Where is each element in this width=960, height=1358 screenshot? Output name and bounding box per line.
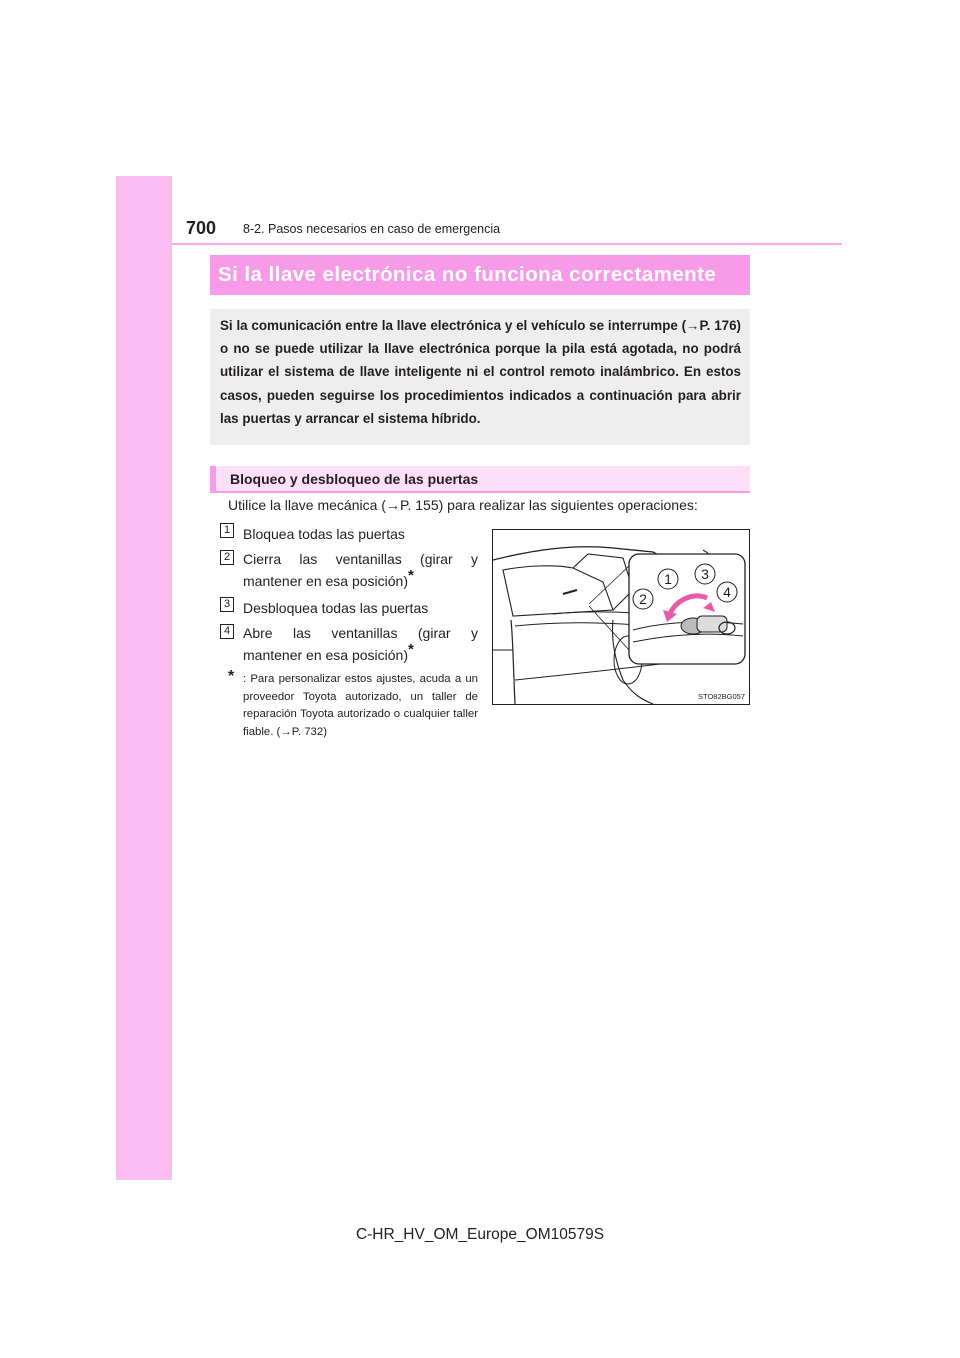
step-2-line2: mantener en esa posición)* — [243, 567, 414, 589]
step-4-footnote-marker: * — [408, 641, 414, 658]
usage-instruction: Utilice la llave mecánica (→P. 155) para realizar las siguientes operaciones: — [228, 497, 698, 513]
door-key-illustration — [492, 529, 750, 705]
subsection-heading — [210, 466, 750, 493]
step-3-text: Desbloquea todas las puertas — [243, 600, 429, 616]
footnote-text: : Para personalizar estos ajustes, acuda a un proveedor Toyota autorizado, un taller de reparación Toyota autorizado o cualquier taller fiable. (→P. 732) — [243, 673, 478, 738]
step-2-line1: Cierra las ventanillas (girar y — [243, 551, 478, 567]
subsection-title: Bloqueo y desbloqueo de las puertas — [230, 470, 479, 487]
header-divider — [172, 243, 842, 245]
section-title: Si la llave electrónica no funciona correctamente — [218, 263, 717, 286]
figure-code: STO82BG057 — [698, 692, 745, 701]
chapter-sidebar-tab — [116, 176, 172, 1180]
step-number-2: 2 — [220, 550, 234, 565]
step-4-line1: Abre las ventanillas (girar y — [243, 625, 478, 641]
section-title-bar — [210, 255, 750, 295]
step-2-text — [243, 548, 478, 593]
footnote — [228, 668, 478, 741]
intro-text: Si la comunicación entre la llave electrónica y el vehículo se interrumpe (→P. 176) o no se puede utilizar la llave electrónica porque la pila está agotada, no podrá utilizar el sistema de llave inteligente ni el control remoto inalámbrico. En estos casos, pueden seguirse los procedimientos indicados a continuación para abrir las puertas y arrancar el sistema híbrido. — [220, 318, 741, 426]
section-reference: 8-2. Pasos necesarios en caso de emergencia — [243, 222, 501, 236]
step-4-text — [243, 622, 478, 667]
callout-1: 1 — [664, 571, 672, 587]
footnote-marker: * — [228, 668, 235, 685]
step-2-footnote-marker: * — [408, 567, 414, 584]
car-door-drawing — [493, 530, 749, 704]
step-4-line2: mantener en esa posición)* — [243, 641, 414, 663]
step-number-3: 3 — [220, 597, 234, 612]
page-number: 700 — [186, 218, 217, 238]
document-footer: C-HR_HV_OM_Europe_OM10579S — [355, 1226, 605, 1243]
step-number-1: 1 — [220, 523, 234, 538]
step-number-4: 4 — [220, 624, 234, 639]
intro-box — [210, 309, 750, 445]
callout-4: 4 — [723, 584, 731, 600]
callout-3: 3 — [701, 566, 709, 582]
callout-2: 2 — [639, 591, 647, 607]
step-1-text: Bloquea todas las puertas — [243, 526, 405, 542]
